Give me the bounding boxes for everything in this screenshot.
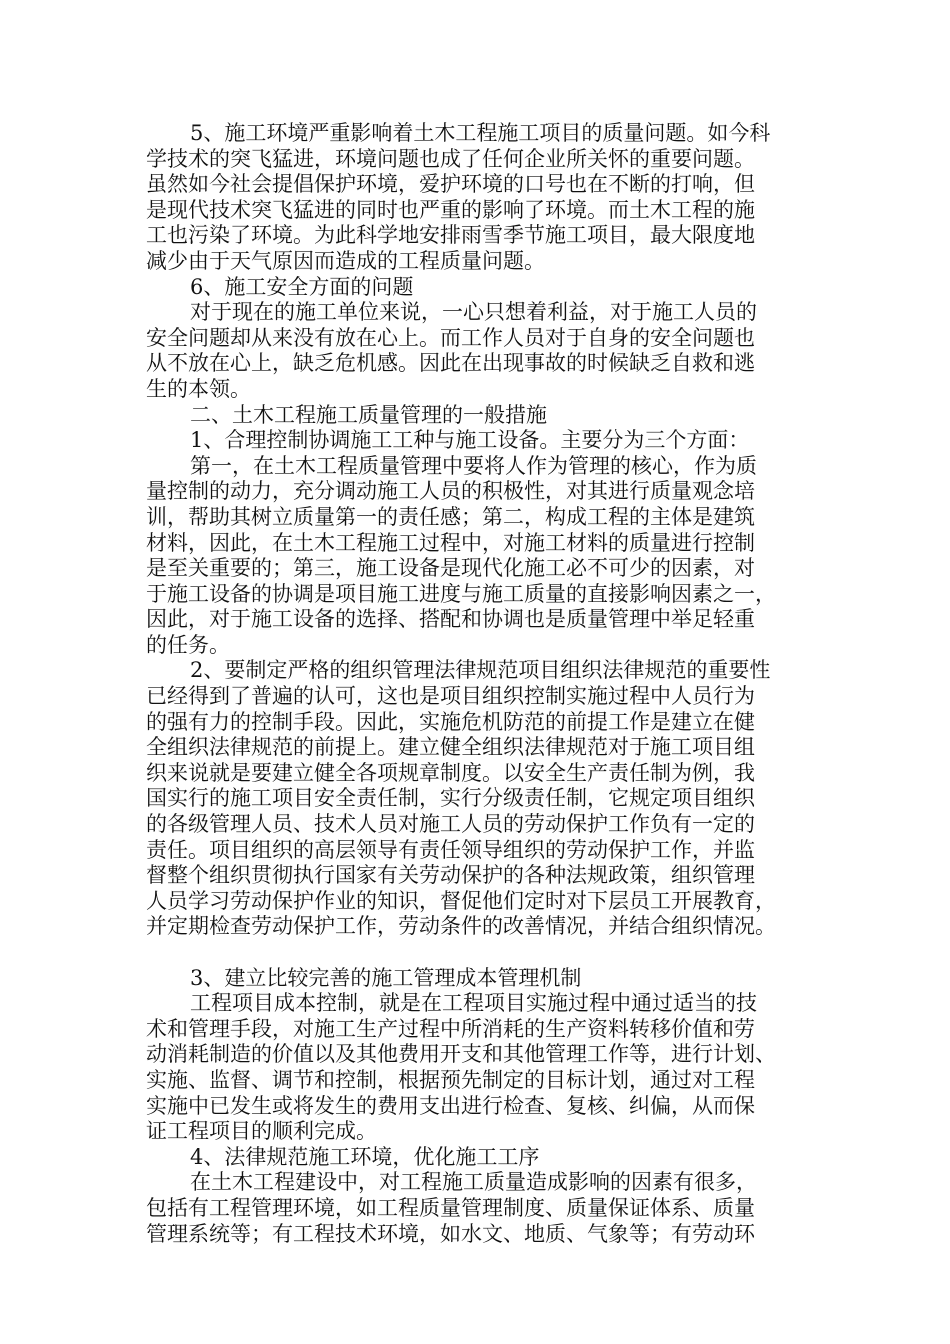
document-page: [146, 121, 806, 1247]
paragraph-safety-issues: 对于现在的施工单位来说，一心只想着利益，对于施工人员的 安全问题却从来没有放在心上。而工作人员对于自身的安全问题也 从不放在心上，缺乏危机感。因此在出现事故的时候缺乏自救和逃 生的本领。: [146, 300, 757, 401]
paragraph-cost-control: 工程项目成本控制，就是在工程项目实施过程中通过适当的技 术和管理手段，对施工生产过程中所消耗的生产资料转移价值和劳 动消耗制造的价值以及其他费用开支和其他管理工作等，进行计划、 实施、监督、调节和控制，根据预先制定的目标计划，通过对工程 实施中已发生或将发生的费用支出进行检查、复核、纠偏，从而保 证工程项目的顺利完成。: [146, 991, 776, 1144]
heading-safety-issues: 6、施工安全方面的问题: [190, 274, 414, 299]
heading-cost-management: 3、建立比较完善的施工管理成本管理机制: [190, 965, 582, 990]
paragraph-legal-norms: 2、要制定严格的组织管理法律规范项目组织法律规范的重要性 已经得到了普遍的认可，这也是项目组织控制实施过程中人员行为 的强有力的控制手段。因此，实施危机防范的前提工作是建立在健 全组织法律规范的前提上。建立健全组织法律规范对于施工项目组 织来说就是要建立健全各项规章制度。以安全生产责任制为例，我 国实行的施工项目安全责任制，实行分级责任制，它规定项目组织 的各级管理人员、技术人员对施工人员的劳动保护工作负有一定的 责任。项目组织的高层领导有责任领导组织的劳动保护工作，并监 督整个组织贯彻执行国家有关劳动保护的各种法规政策，组织管理 人员学习劳动保护作业的知识，督促他们定时对下层员工开展教育， 并定期检查劳动保护工作，劳动条件的改善情况，并结合组织情况。: [146, 658, 776, 939]
heading-coordinate-trades-equipment: 1、合理控制协调施工工种与施工设备。主要分为三个方面：: [190, 428, 750, 453]
section-heading-general-measures: 二、土木工程施工质量管理的一般措施: [190, 402, 547, 427]
paragraph-influencing-factors: 在土木工程建设中，对工程施工质量造成影响的因素有很多， 包括有工程管理环境，如工程质量管理制度、质量保证体系、质量 管理系统等；有工程技术环境，如水文、地质、气象等；有劳动环: [146, 1170, 757, 1246]
heading-construction-environment: 4、法律规范施工环境，优化施工工序: [190, 1144, 540, 1169]
paragraph-spacer: [146, 940, 806, 966]
paragraph-three-aspects: 第一，在土木工程质量管理中要将人作为管理的核心，作为质 量控制的动力，充分调动施工人员的积极性，对其进行质量观念培 训，帮助其树立质量第一的责任感；第二，构成工程的主体是建筑 材料，因此，在土木工程施工过程中，对施工材料的质量进行控制 是至关重要的；第三，施工设备是现代化施工必不可少的因素，对 于施工设备的协调是项目施工进度与施工质量的直接影响因素之一， 因此，对于施工设备的选择、搭配和协调也是质量管理中举足轻重 的任务。: [146, 453, 776, 657]
paragraph-item-5-environment: 5、施工环境严重影响着土木工程施工项目的质量问题。如今科 学技术的突飞猛进，环境问题也成了任何企业所关怀的重要问题。 虽然如今社会提倡保护环境，爱护环境的口号也在不断的打响，但 是现代技术突飞猛进的同时也严重的影响了环境。而土木工程的施 工也污染了环境。为此科学地安排雨雪季节施工项目，最大限度地 减少由于天气原因而造成的工程质量问题。: [146, 121, 771, 273]
